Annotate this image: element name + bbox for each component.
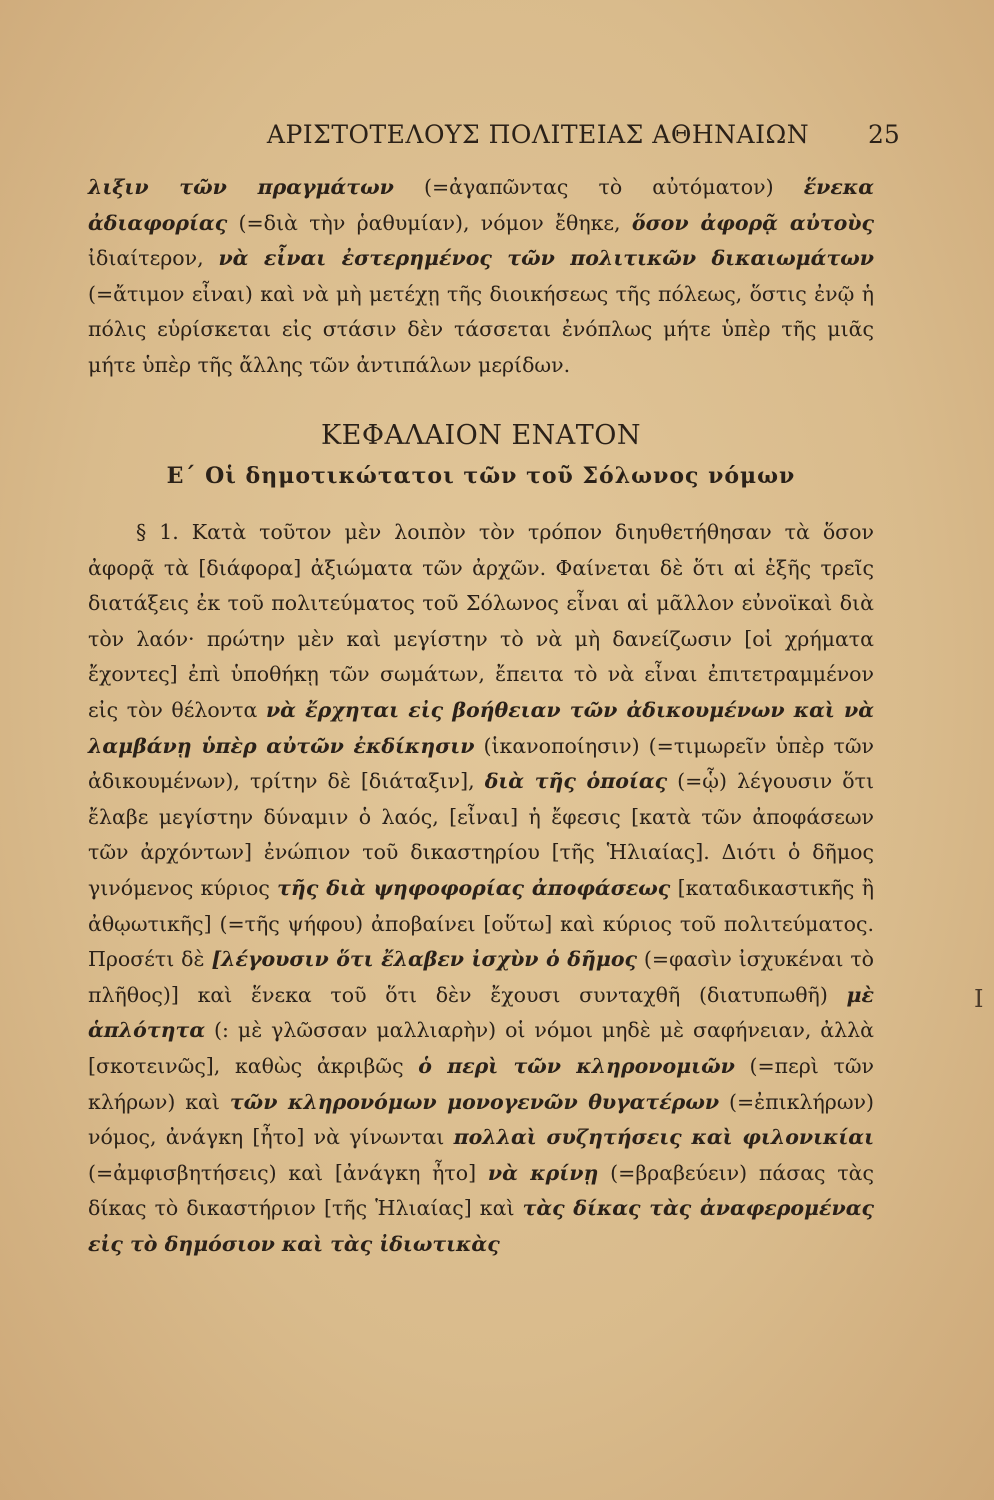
page-number: 25: [868, 120, 900, 149]
top-paragraph: [88, 170, 874, 384]
text-run: (=διὰ τὴν ῥαθυμίαν), νόμον ἔθηκε,: [227, 210, 632, 235]
text-run: (: μὲ γλῶσσαν μαλλιαρὴν) οἱ νόμοι μηδὲ μὲ σαφήνειαν, ἀλλὰ [σκοτεινῶς], καθὼς ἀκριβῶς: [88, 1018, 874, 1078]
bold-phrase: νὰ κρίνῃ: [487, 1160, 599, 1185]
running-head: ΑΡΙΣΤΟΤΕΛΟΥΣ ΠΟΛΙΤΕΙΑΣ ΑΘΗΝΑΙΩΝ: [266, 120, 810, 149]
bold-phrase: ὁ περὶ τῶν κληρονομιῶν: [418, 1053, 735, 1078]
bold-phrase: ὅσον ἀφορᾷ αὐτοὺς: [631, 210, 875, 235]
text-run: (=ἄτιμον εἶναι) καὶ νὰ μὴ μετέχῃ τῆς διοικήσεως τῆς πόλεως, ὅστις ἐνῷ ἡ πόλις εὑρίσκεται εἰς στάσιν δὲν τάσσεται ἐνόπλως μήτε ὑπὲρ τῆς μιᾶς μήτε ὑπὲρ τῆς ἄλλης τῶν ἀντιπάλων μερίδων.: [88, 281, 874, 377]
bold-phrase: λιξιν τῶν πραγμάτων: [88, 175, 394, 199]
section-title: Ε΄ Οἱ δημοτικώτατοι τῶν τοῦ Σόλωνος νόμων: [166, 463, 796, 489]
text-run: (=ἀγαπῶντας τὸ αὐτόματον): [393, 175, 804, 199]
main-paragraph: [88, 515, 874, 1262]
bold-phrase: ἕνεκα ἀδιαφορίας: [88, 175, 874, 235]
text-run: (=ἀμφισβητήσεις) καὶ [ἀνάγκη ἦτο]: [88, 1160, 488, 1185]
paragraph-section-1: [88, 515, 874, 1262]
text-run: [καταδικαστικῆς ἢ ἀθῳωτικῆς] (=τῆς ψήφου) ἀποβαίνει [οὕτω] καὶ κύριος τοῦ πολιτεύματος. Προσέτι δὲ: [88, 875, 874, 972]
bold-phrase: τὰς δίκας τὰς ἀναφερομένας εἰς τὸ δημόσιον καὶ τὰς ἰδιωτικὰς: [88, 1196, 874, 1256]
text-run: (=ᾧ) λέγουσιν ὅτι ἔλαβε μεγίστην δύναμιν ὁ λαός, [εἶναι] ἡ ἔφεσις [κατὰ τῶν ἀποφάσεων τῶν ἀρχόντων] ἐνώπιον τοῦ δικαστηρίου [τῆς Ἡλιαίας]. Διότι ὁ δῆμος γινόμενος κύριος: [88, 769, 874, 900]
text-run: ἰδιαίτερον,: [88, 246, 219, 271]
bold-phrase: [λέγουσιν ὅτι ἔλαβεν ἰσχὺν ὁ δῆμος: [211, 947, 638, 972]
bold-phrase: τῆς διὰ ψηφοφορίας ἀποφάσεως: [277, 875, 671, 900]
text-run: § 1. Κατὰ τοῦτον μὲν λοιπὸν τὸν τρόπον διηυθετήθησαν τὰ ὅσον ἀφορᾷ τὰ [διάφορα] ἀξιώματα τῶν ἀρχῶν. Φαίνεται δὲ ὅτι αἱ ἑξῆς τρεῖς διατάξεις ἐκ τοῦ πολιτεύματος τοῦ Σόλωνος εἶναι αἱ μᾶλλον εὐνοϊκαὶ διὰ τὸν λαόν· πρώτην μὲν καὶ μεγίστην τὸ νὰ μὴ δανείζωσιν [οἱ χρήματα ἔχοντες] ἐπὶ ὑποθήκῃ τῶν σωμάτων, ἔπειτα τὸ νὰ εἶναι ἐπιτετραμμένον εἰς τὸν θέλοντα: [88, 520, 874, 722]
bold-phrase: νὰ εἶναι ἐστερημένος τῶν πολιτικῶν δικαιωμάτων: [218, 246, 874, 271]
text-run: (=περὶ τῶν κλήρων) καὶ: [88, 1053, 875, 1114]
margin-mark: I: [974, 985, 984, 1013]
bold-phrase: διὰ τῆς ὁποίας: [484, 769, 668, 794]
text-run: (=φασὶν ἰσχυκέναι τὸ πλῆθος)] καὶ ἕνεκα τοῦ ὅτι δὲν ἔχουσι συνταχθῆ (διατυπωθῆ): [88, 947, 874, 1007]
bold-phrase: μὲ ἁπλότητα: [88, 982, 874, 1043]
bold-phrase: τῶν κληρονόμων μονογενῶν θυγατέρων: [229, 1089, 720, 1114]
paragraph-continuation: [88, 170, 874, 384]
text-run: (=ἐπικλήρων) νόμος, ἀνάγκη [ἦτο] νὰ γίνωνται: [88, 1089, 874, 1150]
chapter-title: ΚΕΦΑΛΑΙΟΝ ΕΝΑΤΟΝ: [320, 420, 642, 451]
text-run: (ἱκανοποίησιν) (=τιμωρεῖν ὑπὲρ τῶν ἀδικουμένων), τρίτην δὲ [διάταξιν],: [88, 733, 874, 794]
bold-phrase: νὰ ἔρχηται εἰς βοήθειαν τῶν ἀδικουμένων καὶ νὰ λαμβάνῃ ὑπὲρ αὐτῶν ἐκδίκησιν: [88, 697, 874, 758]
text-run: (=βραβεύειν) πάσας τὰς δίκας τὸ δικαστήριον [τῆς Ἡλιαίας] καὶ: [88, 1160, 874, 1221]
bold-phrase: πολλαὶ συζητήσεις καὶ φιλονικίαι: [453, 1125, 875, 1150]
